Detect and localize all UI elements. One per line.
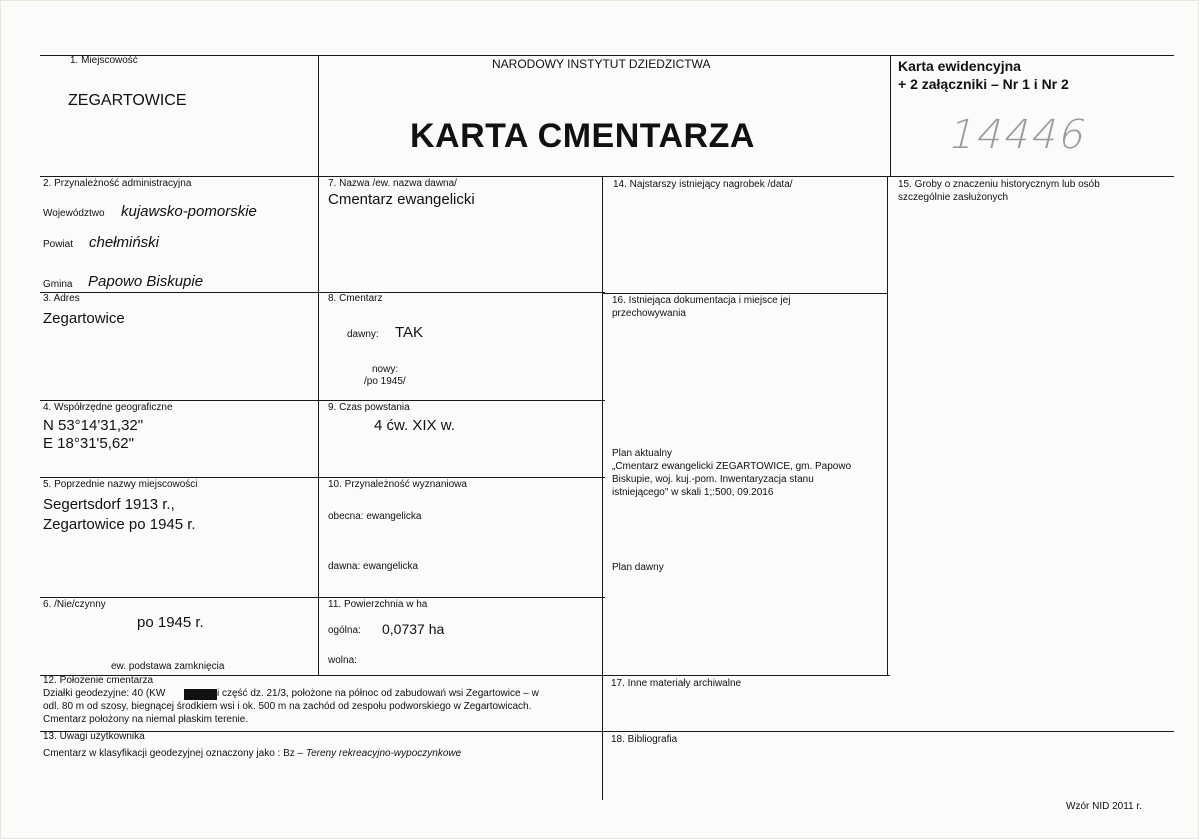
- cemetery-name: Cmentarz ewangelicki: [328, 191, 475, 208]
- active-status-value: po 1945 r.: [137, 614, 204, 631]
- rule-f14-bottom: [603, 293, 888, 294]
- rule-col3: [887, 176, 888, 676]
- old-cemetery-label: dawny:: [347, 329, 379, 340]
- f17-label: 17. Inne materiały archiwalne: [611, 678, 742, 689]
- former-denomination: dawna: ewangelicka: [328, 561, 419, 572]
- plan-current-line-3: istniejącego" w skali 1;:500, 09.2016: [612, 487, 774, 498]
- rule-header-bottom: [40, 176, 1174, 177]
- place-name: ZEGARTOWICE: [68, 92, 187, 109]
- f14-label: 14. Najstarszy istniejący nagrobek /data/: [613, 179, 793, 190]
- rule-col1: [318, 55, 319, 675]
- former-name-2: Zegartowice po 1945 r.: [43, 516, 196, 533]
- location-text-b: i część dz. 21/3, położone na północ od zabudowań wsi Zegartowice – w: [217, 688, 539, 699]
- plan-old-label: Plan dawny: [612, 562, 664, 573]
- current-denomination: obecna: ewangelicka: [328, 511, 422, 522]
- f4-label: 4. Współrzędne geograficzne: [43, 402, 173, 413]
- f11-label: 11. Powierzchnia w ha: [328, 599, 428, 610]
- f15-label-1: 15. Groby o znaczeniu historycznym lub osób: [898, 179, 1100, 190]
- f10-label: 10. Przynależność wyznaniowa: [328, 479, 467, 490]
- closure-basis-label: ew. podstawa zamknięcia: [111, 661, 225, 672]
- former-name-1: Segertsdorf 1913 r.,: [43, 496, 175, 513]
- handwritten-number: 14446: [944, 112, 1093, 158]
- location-text-a: Działki geodezyjne: 40 (KW: [43, 688, 166, 699]
- redacted-block: [184, 689, 217, 700]
- voivodeship-value: kujawsko-pomorskie: [121, 203, 257, 220]
- template-version: Wzór NID 2011 r.: [1066, 801, 1142, 812]
- plan-current-line-2: Biskupie, woj. kuj.-pom. Inwentaryzacja stanu: [612, 474, 814, 485]
- f6-label: 6. /Nie/czynny: [43, 599, 106, 610]
- card-attachments: + 2 załączniki – Nr 1 i Nr 2: [898, 76, 1069, 92]
- f2-label: 2. Przynależność administracyjna: [43, 178, 192, 189]
- user-notes: [43, 748, 461, 759]
- f12-label: 12. Położenie cmentarza: [43, 675, 154, 686]
- rule-col3-top: [890, 55, 891, 176]
- f15-label-2: szczególnie zasłużonych: [898, 192, 1009, 203]
- longitude-value: E 18°31'5,62": [43, 435, 134, 452]
- f3-label: 3. Adres: [43, 293, 80, 304]
- total-area-value: 0,0737 ha: [382, 621, 445, 637]
- f1-label: 1. Miejscowość: [70, 55, 138, 66]
- f13-label: 13. Uwagi użytkownika: [43, 731, 145, 742]
- commune-value: Papowo Biskupie: [88, 273, 204, 290]
- f5-label: 5. Poprzednie nazwy miejscowości: [43, 479, 198, 490]
- card-type: Karta ewidencyjna: [898, 58, 1021, 74]
- f8-label: 8. Cmentarz: [328, 293, 383, 304]
- rule-f12-bottom: [40, 731, 1174, 732]
- latitude-value: N 53°14'31,32": [43, 417, 144, 434]
- county-label: Powiat: [43, 239, 74, 250]
- voivodeship-label: Województwo: [43, 208, 105, 219]
- old-cemetery-value: TAK: [395, 324, 424, 341]
- rule-f3-bottom: [40, 400, 605, 401]
- user-notes-italic: Tereny rekreacyjno-wypoczynkowe: [305, 748, 462, 759]
- user-notes-text: Cmentarz w klasyfikacji geodezyjnej oznaczony jako : Bz –: [43, 748, 306, 759]
- plan-current-line-1: „Cmentarz ewangelicki ZEGARTOWICE, gm. Papowo: [612, 461, 852, 472]
- commune-label: Gmina: [43, 279, 73, 290]
- institute-name: NARODOWY INSTYTUT DZIEDZICTWA: [492, 57, 711, 71]
- rule-f2-bottom: [40, 292, 605, 293]
- location-text-c: odl. 80 m od szosy, biegnącej środkiem wsi i ok. 500 m na zachód od zespołu podworskiego w Zegartowicach.: [43, 701, 532, 712]
- f9-label: 9. Czas powstania: [328, 402, 410, 413]
- rule-f6-bottom: [40, 675, 890, 676]
- f18-label: 18. Bibliografia: [611, 734, 678, 745]
- rule-col2: [602, 176, 603, 800]
- free-area-label: wolna:: [328, 655, 357, 666]
- f16-label-1: 16. Istniejąca dokumentacja i miejsce jej: [612, 295, 791, 306]
- rule-f5-bottom: [40, 597, 605, 598]
- f16-label-2: przechowywania: [612, 308, 686, 319]
- new-cemetery-label: nowy:: [372, 364, 399, 375]
- address-value: Zegartowice: [43, 310, 125, 327]
- location-text-d: Cmentarz położony na niemal płaskim terenie.: [43, 714, 249, 725]
- rule-top: [40, 55, 1174, 56]
- total-area-label: ogólna:: [328, 625, 361, 636]
- founding-time-value: 4 ćw. XIX w.: [374, 417, 455, 434]
- plan-current-label: Plan aktualny: [612, 448, 673, 459]
- rule-f4-bottom: [40, 477, 605, 478]
- county-value: chełmiński: [89, 234, 160, 251]
- page-title: KARTA CMENTARZA: [410, 117, 755, 155]
- f7-label: 7. Nazwa /ew. nazwa dawna/: [328, 178, 457, 189]
- new-cemetery-sub: /po 1945/: [364, 376, 406, 387]
